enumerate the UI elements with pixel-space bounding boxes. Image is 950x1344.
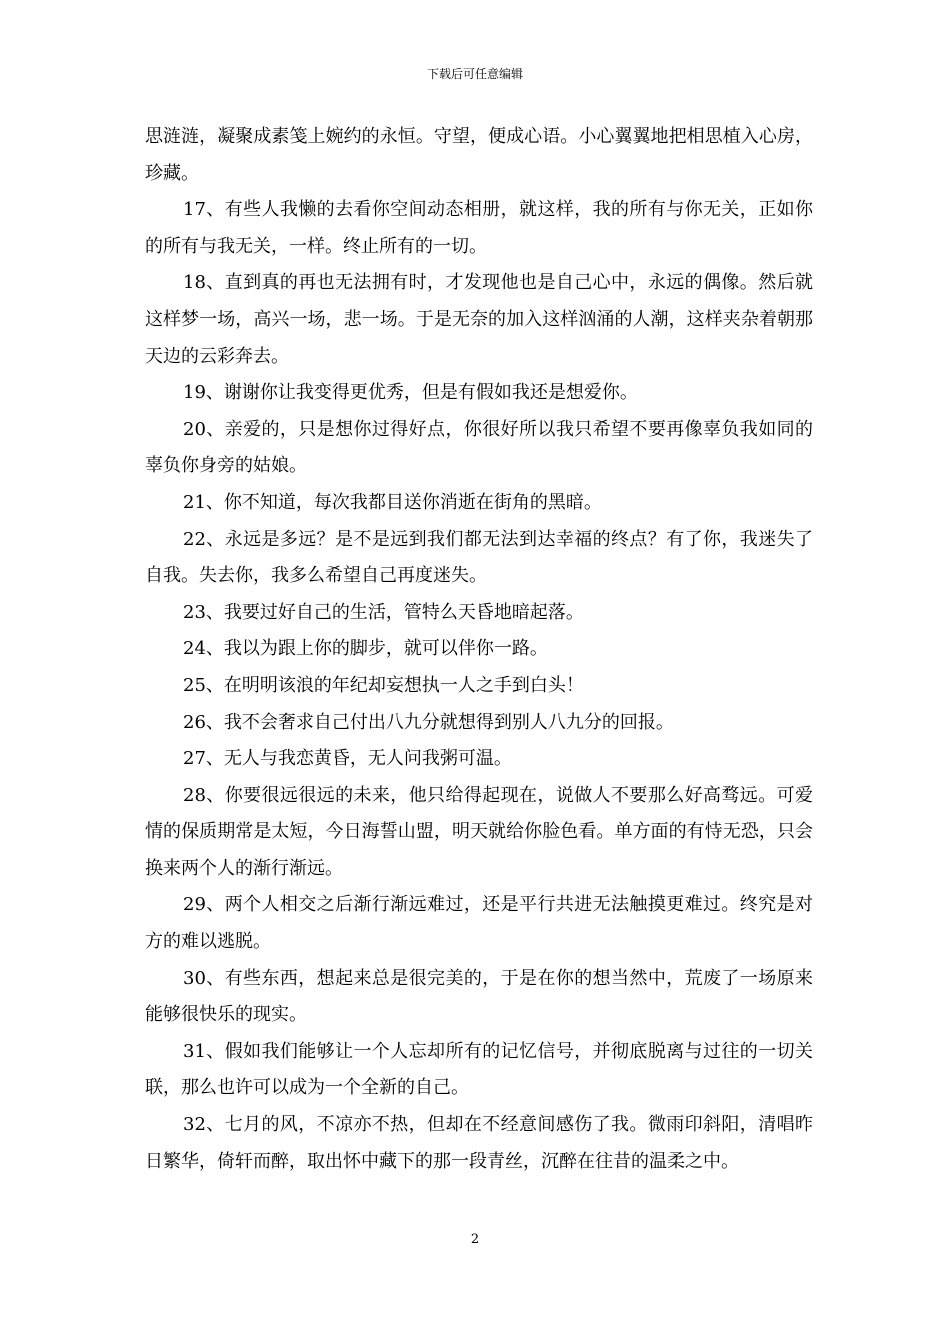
paragraph: 29、两个人相交之后渐行渐远难过，还是平行共进无法触摸更难过。终究是对方的难以逃脱。 [145,894,813,953]
paragraph: 20、亲爱的，只是想你过得好点，你很好所以我只希望不要再像辜负我如同的辜负你身旁的姑娘。 [145,418,813,477]
paragraph: 22、永远是多远？是不是远到我们都无法到达幸福的终点？有了你，我迷失了自我。失去你，我多么希望自己再度迷失。 [145,528,813,587]
paragraph: 28、你要很远很远的未来，他只给得起现在，说做人不要那么好高骛远。可爱情的保质期常是太短，今日海誓山盟，明天就给你脸色看。单方面的有恃无恐，只会换来两个人的渐行渐远。 [145,784,813,879]
paragraph: 30、有些东西，想起来总是很完美的，于是在你的想当然中，荒废了一场原来能够很快乐的现实。 [145,967,813,1026]
paragraph: 27、无人与我恋黄昏，无人问我粥可温。 [183,748,512,770]
paragraph: 24、我以为跟上你的脚步，就可以伴你一路。 [183,638,548,660]
paragraph: 19、谢谢你让我变得更优秀，但是有假如我还是想爱你。 [183,382,638,404]
paragraph: 25、在明明该浪的年纪却妄想执一人之手到白头！ [183,674,584,696]
paragraph: 18、直到真的再也无法拥有时，才发现他也是自己心中，永远的偶像。然后就这样梦一场，高兴一场，悲一场。于是无奈的加入这样汹涌的人潮，这样夹杂着朝那天边的云彩奔去。 [145,272,813,367]
page-header: 下载后可任意编辑 [426,67,523,81]
paragraph: 17、有些人我懒的去看你空间动态相册，就这样，我的所有与你无关，正如你的所有与我无关，一样。终止所有的一切。 [145,199,813,257]
paragraph: 31、假如我们能够让一个人忘却所有的记忆信号，并彻底脱离与过往的一切关联，那么也许可以成为一个全新的自己。 [145,1040,813,1099]
paragraph: 23、我要过好自己的生活，管特么天昏地暗起落。 [183,601,584,623]
paragraph: 26、我不会奢求自己付出八九分就想得到别人八九分的回报。 [183,711,674,733]
page-number: 2 [470,1232,480,1247]
paragraph: 21、你不知道，每次我都目送你消逝在街角的黑暗。 [183,491,602,513]
paragraph: 思涟涟，凝聚成素笺上婉约的永恒。守望，便成心语。小心翼翼地把相思植入心房，珍藏。 [145,126,813,184]
paragraph: 32、七月的风，不凉亦不热，但却在不经意间感伤了我。微雨印斜阳，清唱昨日繁华，倚轩而醉，取出怀中藏下的那一段青丝，沉醉在往昔的温柔之中。 [145,1114,813,1172]
document-body [145,119,813,1180]
